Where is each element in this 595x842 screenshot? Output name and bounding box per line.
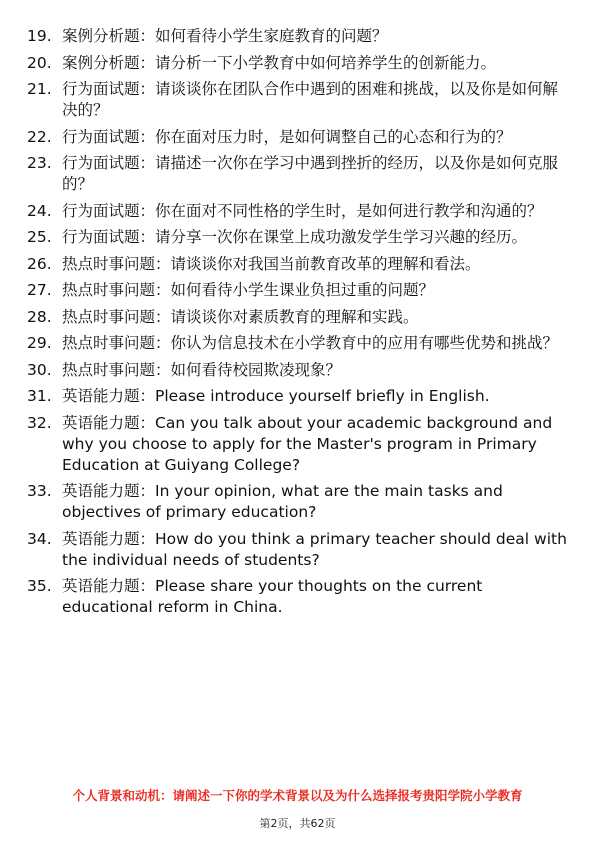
question-number: 29.: [27, 334, 52, 352]
question-text: 英语能力题：How do you think a primary teacher should deal with the individual needs of students?: [62, 529, 567, 569]
question-number: 30.: [27, 360, 52, 379]
question-text: 行为面试题：请描述一次你在学习中遇到挫折的经历，以及你是如何克服的？: [62, 154, 559, 193]
question-number: 23.: [27, 154, 52, 172]
list-item: [27, 79, 567, 121]
question-text: 热点时事问题：你认为信息技术在小学教育中的应用有哪些优势和挑战？: [62, 334, 559, 352]
list-item: [27, 529, 567, 571]
question-number: 20.: [27, 53, 52, 72]
question-text: 热点时事问题：如何看待小学生课业负担过重的问题？: [62, 281, 435, 299]
list-item: [27, 227, 567, 248]
question-number: 31.: [27, 387, 52, 405]
list-item: [27, 153, 567, 195]
list-item: [27, 26, 567, 47]
question-text: 热点时事问题：请谈谈你对我国当前教育改革的理解和看法。: [62, 254, 481, 273]
question-text: 行为面试题：你在面对压力时，是如何调整自己的心态和行为的？: [62, 127, 512, 146]
question-number: 25.: [27, 228, 52, 246]
list-item: [27, 413, 567, 476]
question-text: 热点时事问题：如何看待校园欺凌现象？: [62, 360, 342, 379]
question-number: 35.: [27, 577, 52, 595]
question-text: 案例分析题：如何看待小学生家庭教育的问题？: [62, 27, 388, 45]
question-text: 案例分析题：请分析一下小学教育中如何培养学生的创新能力。: [62, 53, 497, 72]
question-text: 行为面试题：请分享一次你在课堂上成功激发学生学习兴趣的经历。: [62, 228, 528, 246]
list-item: [27, 53, 567, 74]
question-number: 26.: [27, 254, 52, 273]
list-item: [27, 333, 567, 354]
question-list: [27, 26, 567, 624]
list-item: [27, 360, 567, 381]
list-item: [27, 576, 567, 618]
list-item: [27, 254, 567, 275]
question-number: 21.: [27, 80, 52, 98]
question-number: 27.: [27, 281, 52, 299]
question-text: 英语能力题：Please introduce yourself briefly in English.: [62, 387, 490, 405]
question-text: 行为面试题：你在面对不同性格的学生时，是如何进行教学和沟通的？: [62, 201, 543, 220]
question-number: 22.: [27, 127, 52, 146]
page-number: 第2页，共62页: [259, 817, 336, 830]
list-item: [27, 127, 567, 148]
question-number: 24.: [27, 201, 52, 220]
question-text: 英语能力题：Can you talk about your academic background and why you choose to apply for the Master's program in Primary Education at Guiyang College?: [62, 413, 553, 474]
list-item: [27, 386, 567, 407]
question-number: 33.: [27, 482, 52, 500]
list-item: [27, 201, 567, 222]
list-item: [27, 481, 567, 523]
question-number: 34.: [27, 529, 52, 548]
question-text: 行为面试题：请谈谈你在团队合作中遇到的困难和挑战，以及你是如何解决的？: [62, 80, 559, 119]
question-number: 32.: [27, 413, 52, 432]
question-text: 英语能力题：In your opinion, what are the main tasks and objectives of primary education?: [62, 482, 503, 521]
highlight-heading: 个人背景和动机：请阐述一下你的学术背景以及为什么选择报考贵阳学院小学教育: [72, 788, 523, 803]
question-number: 19.: [27, 27, 52, 45]
list-item: [27, 280, 567, 301]
question-number: 28.: [27, 307, 52, 326]
list-item: [27, 307, 567, 328]
question-text: 热点时事问题：请谈谈你对素质教育的理解和实践。: [62, 307, 419, 326]
question-text: 英语能力题：Please share your thoughts on the current educational reform in China.: [62, 577, 483, 616]
